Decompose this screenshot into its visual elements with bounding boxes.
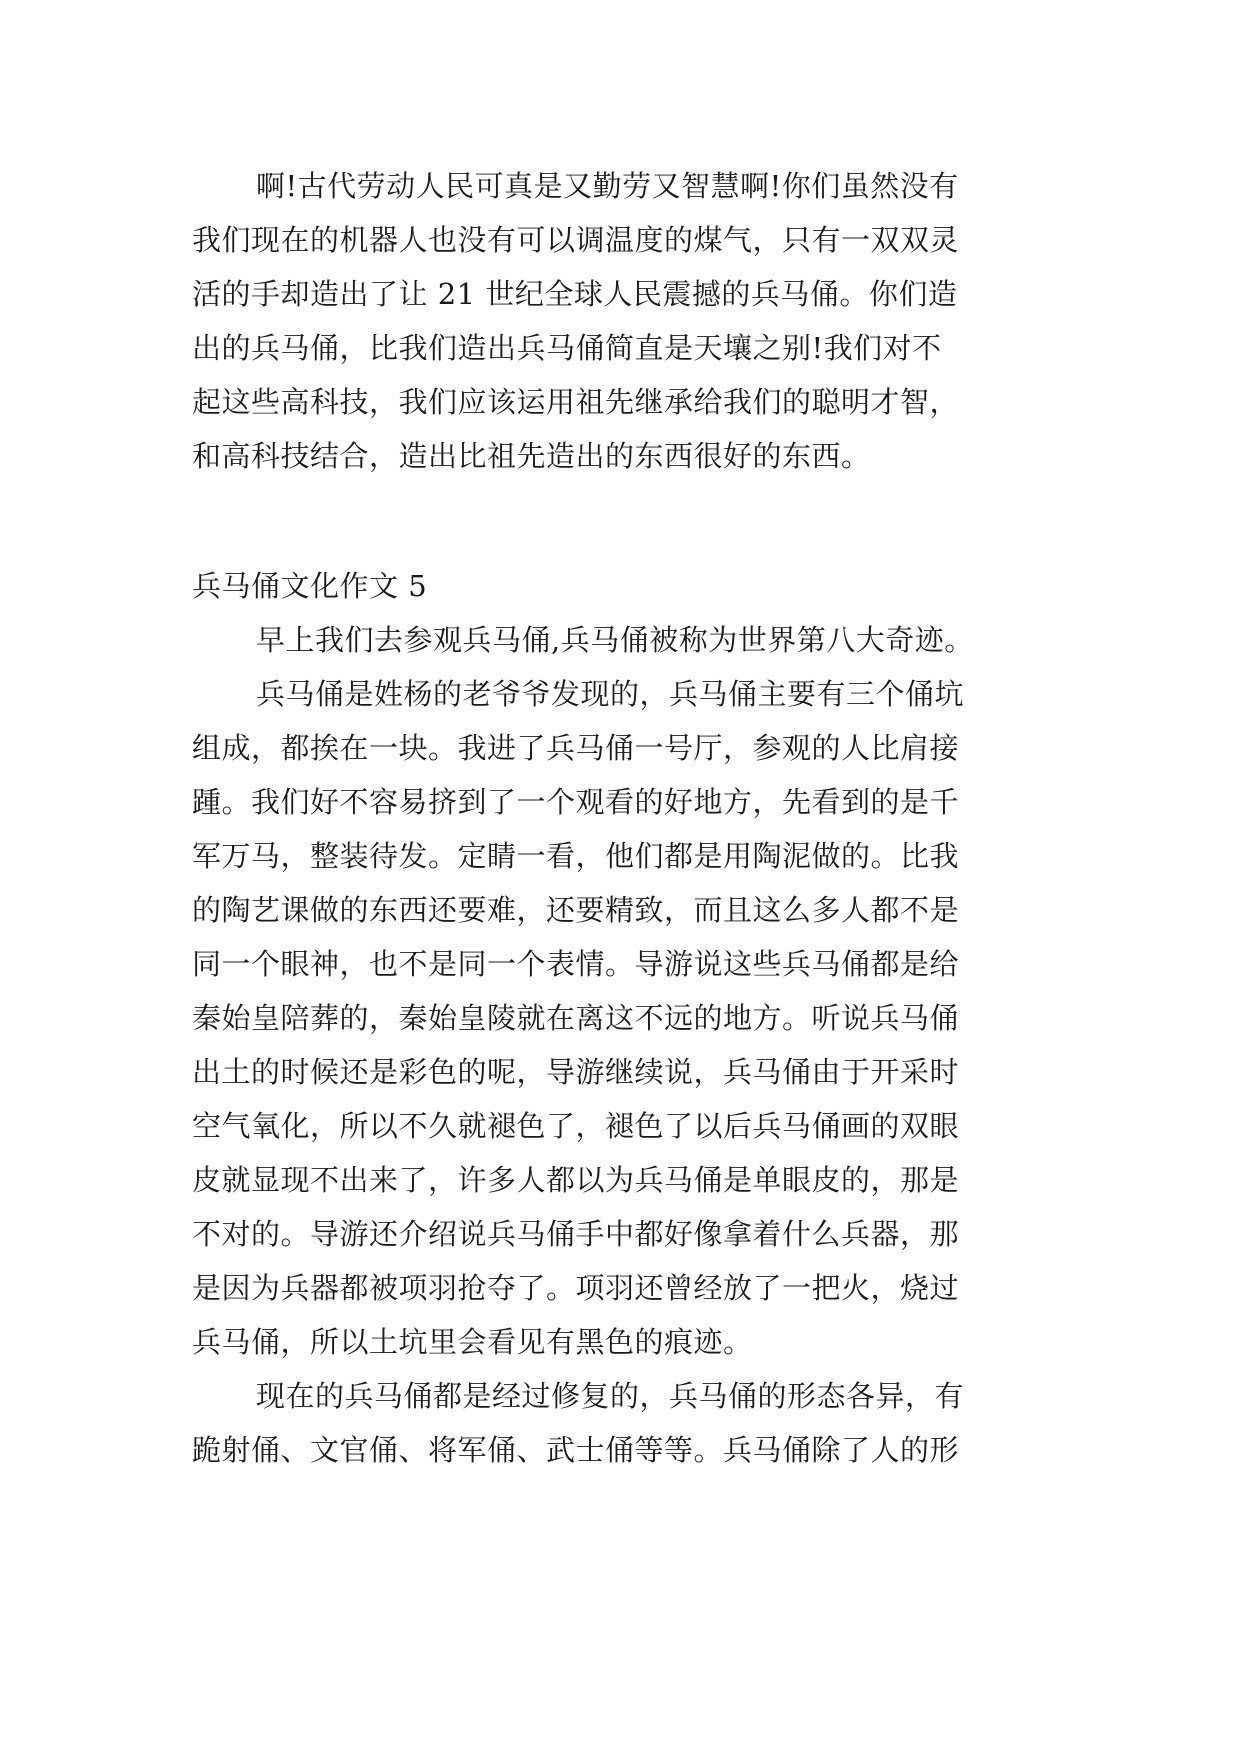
paragraph-2-line-1: 早上我们去参观兵马俑,兵马俑被称为世界第八大奇迹。 bbox=[256, 623, 974, 657]
paragraph-3-line-5: 的陶艺课做的东西还要难，还要精致，而且这么多人都不是 bbox=[192, 893, 960, 927]
paragraph-3-line-8: 出土的时候还是彩色的呢，导游继续说，兵马俑由于开采时 bbox=[192, 1055, 960, 1089]
paragraph-1-line-1: 啊!古代劳动人民可真是又勤劳又智慧啊!你们虽然没有 bbox=[256, 169, 959, 203]
paragraph-3-line-4: 军万马，整装待发。定睛一看，他们都是用陶泥做的。比我 bbox=[192, 839, 960, 873]
paragraph-1-line-3: 活的手却造出了让 21 世纪全球人民震撼的兵马俑。你们造 bbox=[192, 277, 958, 311]
paragraph-3-line-10: 皮就显现不出来了，许多人都以为兵马俑是单眼皮的，那是 bbox=[192, 1163, 960, 1197]
paragraph-3-line-3: 踵。我们好不容易挤到了一个观看的好地方，先看到的是千 bbox=[192, 785, 960, 819]
paragraph-1-line-2: 我们现在的机器人也没有可以调温度的煤气，只有一双双灵 bbox=[192, 223, 960, 257]
paragraph-3-line-11: 不对的。导游还介绍说兵马俑手中都好像拿着什么兵器，那 bbox=[192, 1217, 960, 1251]
paragraph-3-line-12: 是因为兵器都被项羽抢夺了。项羽还曾经放了一把火，烧过 bbox=[192, 1271, 960, 1305]
paragraph-1-line-5: 起这些高科技，我们应该运用祖先继承给我们的聪明才智， bbox=[192, 385, 960, 419]
paragraph-3-line-13: 兵马俑，所以土坑里会看见有黑色的痕迹。 bbox=[192, 1325, 753, 1359]
paragraph-3-line-7: 秦始皇陪葬的，秦始皇陵就在离这不远的地方。听说兵马俑 bbox=[192, 1001, 960, 1035]
paragraph-3-line-1: 兵马俑是姓杨的老爷爷发现的，兵马俑主要有三个俑坑 bbox=[256, 677, 965, 711]
paragraph-3-line-6: 同一个眼神，也不是同一个表情。导游说这些兵马俑都是给 bbox=[192, 947, 960, 981]
paragraph-4-line-2: 跪射俑、文官俑、将军俑、武士俑等等。兵马俑除了人的形 bbox=[192, 1433, 960, 1467]
paragraph-3-line-9: 空气氧化，所以不久就褪色了，褪色了以后兵马俑画的双眼 bbox=[192, 1109, 960, 1143]
paragraph-4-line-1: 现在的兵马俑都是经过修复的，兵马俑的形态各异，有 bbox=[256, 1379, 965, 1413]
paragraph-1-line-4: 出的兵马俑，比我们造出兵马俑简直是天壤之别!我们对不 bbox=[192, 331, 942, 365]
paragraph-3-line-2: 组成，都挨在一块。我进了兵马俑一号厅，参观的人比肩接 bbox=[192, 731, 960, 765]
section-heading: 兵马俑文化作文 5 bbox=[192, 569, 428, 603]
paragraph-1-line-6: 和高科技结合，造出比祖先造出的东西很好的东西。 bbox=[192, 439, 871, 473]
